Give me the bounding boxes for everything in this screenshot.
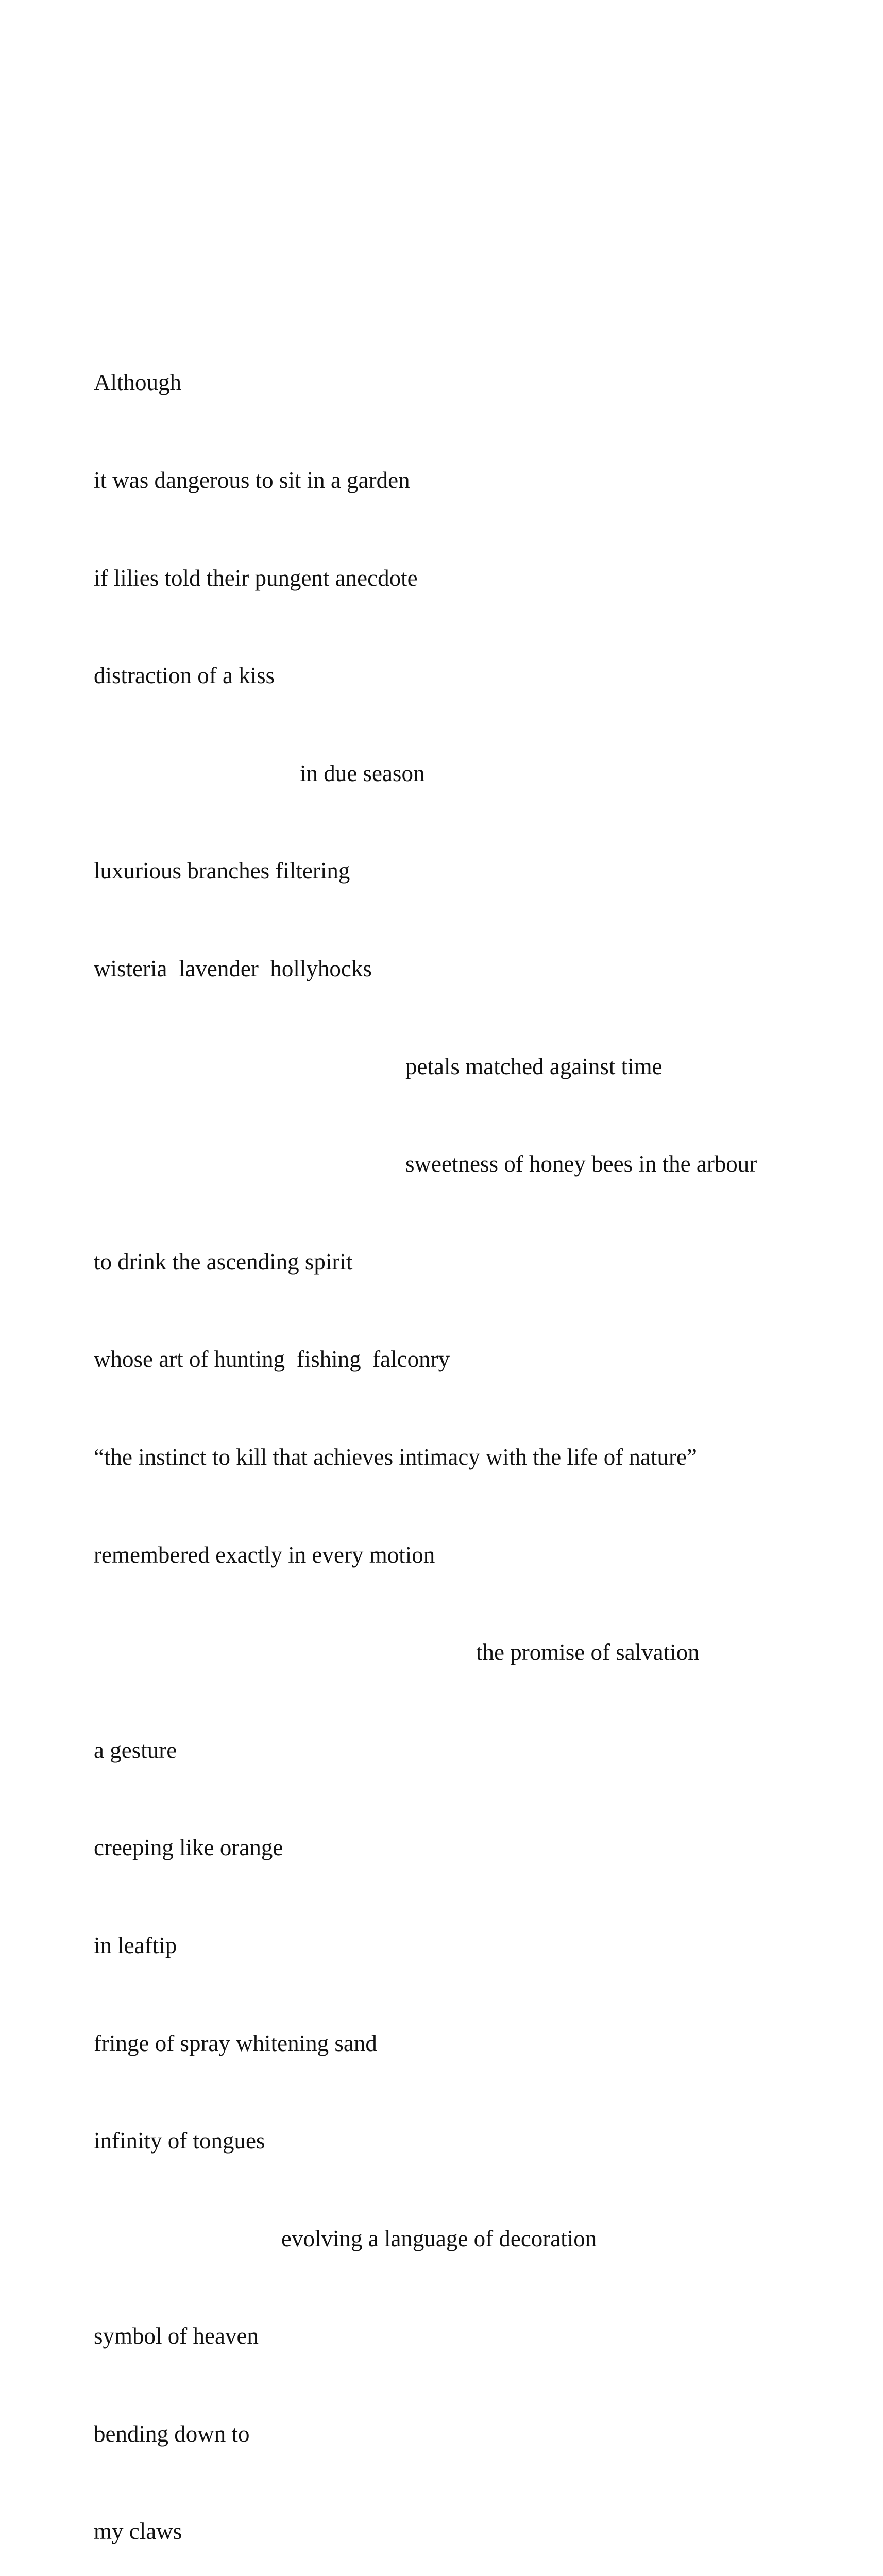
poem-line: remembered exactly in every motion	[94, 1541, 435, 1568]
poem-line-indented: the promise of salvation	[476, 1639, 700, 1666]
poem-line: creeping like orange	[94, 1835, 283, 1861]
poem-line-indented: in due season	[300, 760, 425, 786]
poem-line: symbol of heaven	[94, 2323, 259, 2349]
poem-line: it was dangerous to sit in a garden	[94, 467, 410, 493]
poem-line: bending down to	[94, 2420, 250, 2447]
poem-text	[94, 301, 846, 2576]
poem-line: “the instinct to kill that achieves intimacy with the life of nature”	[94, 1444, 697, 1470]
poem-line: a gesture	[94, 1737, 177, 1763]
poem-line: Although	[94, 369, 182, 396]
poem-line: wisteria lavender hollyhocks	[94, 955, 372, 981]
poem-line: whose art of hunting fishing falconry	[94, 1346, 450, 1372]
poem-line-indented: sweetness of honey bees in the arbour	[405, 1151, 757, 1177]
poem-line: luxurious branches filtering	[94, 858, 350, 884]
poem-line: to drink the ascending spirit	[94, 1248, 353, 1275]
poem-line: infinity of tongues	[94, 2128, 265, 2154]
poem-line: my claws	[94, 2518, 182, 2545]
poem-line-indented: evolving a language of decoration	[281, 2225, 597, 2251]
poem-line: fringe of spray whitening sand	[94, 2030, 377, 2056]
poem-line: in leaftip	[94, 1932, 177, 1958]
poem-line: if lilies told their pungent anecdote	[94, 565, 418, 591]
poem-line: distraction of a kiss	[94, 663, 275, 689]
poem-line-indented: petals matched against time	[405, 1053, 663, 1079]
